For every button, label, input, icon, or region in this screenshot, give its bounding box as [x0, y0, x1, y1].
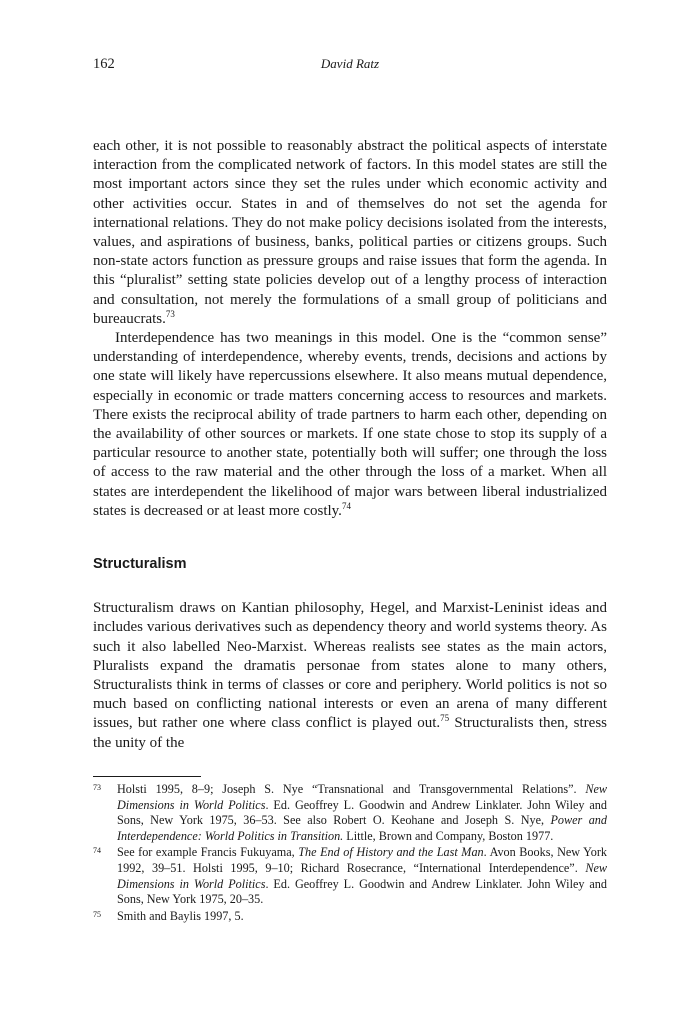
- running-head: David Ratz: [320, 56, 380, 71]
- footnote-title: Power and Interdependence: World Politics in Transition.: [117, 813, 607, 843]
- paragraph-1-text: each other, it is not possible to reasonably abstract the political aspects of interstate interaction from the complicated network of factors. In this model states are still the most important actors since they set the rules under which economic activity and other activities occur. States in and of themselves do not set the agenda for international relations. They do not make policy decisions isolated from the interests, values, and aspirations of business, banks, political parties or citizens groups. Such non-state actors function as pressure groups and raise issues that form the agenda. In this “pluralist” setting state policies develop out of a lengthy process of interaction and consultation, not merely the formulations of a small group of politicians and bureaucrats.: [93, 138, 607, 327]
- footnote-text-part: . Ed. Geoffrey L. Goodwin and Andrew Linklater. John Wiley and Sons, New York 1975, 20–35.: [117, 876, 607, 907]
- paragraph-3-text-b: Structuralists then, stress the unity of the: [93, 715, 607, 751]
- paragraph-3-text-a: Structuralism draws on Kantian philosophy, Hegel, and Marxist-Leninist ideas and includes various derivatives such as dependency theory and world systems theory. As such it also labelled Neo-Marxist. Whereas realists see states as the main actors, Pluralists expand the dramatis personae from states alone to many others, Structuralists think in terms of classes or core and periphery. World politics is not so much based on conflicting national interests or even an arena of many different issues, but rather one where class conflict is played out.: [93, 600, 607, 732]
- footnote-ref-73[interactable]: 73: [165, 308, 175, 319]
- footnote-73: [93, 782, 607, 844]
- footnote-number: 74: [93, 846, 101, 856]
- footnote-title: The End of History and the Last Man: [298, 845, 484, 860]
- footnote-text-part: Little, Brown and Company, Boston 1977.: [343, 828, 554, 843]
- footnote-ref-75[interactable]: 75: [440, 713, 450, 724]
- footnote-rule: [93, 776, 201, 777]
- footnote-text-part: Smith and Baylis 1997, 5.: [117, 908, 244, 923]
- page-header: [93, 56, 607, 76]
- footnote-title: New Dimensions in World Politics: [117, 782, 607, 812]
- footnote-text: [117, 909, 607, 925]
- footnote-title: New Dimensions in World Politics: [117, 860, 607, 891]
- footnote-74: [93, 845, 607, 907]
- footnote-text-part: . Avon Books, New York 1992, 39–51. Holsti 1995, 9–10; Richard Rosecrance, “International Interdependence”.: [117, 845, 608, 875]
- footnote-text-part: . Ed. Geoffrey L. Goodwin and Andrew Linklater. John Wiley and Sons, New York 1975, 36–53. See also Robert O. Keohane and Joseph S. Nye,: [117, 797, 607, 828]
- footnote-ref-74[interactable]: 74: [341, 500, 351, 511]
- paragraph-3: [93, 599, 607, 753]
- footnote-text: [117, 782, 607, 844]
- footnote-text-part: Holsti 1995, 8–9; Joseph S. Nye “Transnational and Transgovernmental Relations”.: [117, 782, 586, 796]
- footnote-75: [93, 909, 607, 925]
- page-number: 162: [93, 56, 115, 72]
- footnote-number: 73: [93, 783, 101, 792]
- paragraph-2-text: Interdependence has two meanings in this model. One is the “common sense” understanding of interdependence, whereby events, trends, decisions and actions by one state will likely have repercussions elsewhere. It also means mutual dependence, especially in economic or trade matters concerning access to resources and markets. There exists the reciprocal ability of trade partners to harm each other, depending on the availability of other sources or markets. If one state chose to stop its supply of a particular resource to another state, potentially both will suffer; one through the loss of access to the raw material and the other through the loss of a market. When all states are interdependent the likelihood of major wars between liberal industrialized states is decreased or at least more costly.: [93, 330, 607, 519]
- footnotes: [93, 782, 607, 925]
- footnote-text: [117, 845, 607, 907]
- paragraph-2: [93, 329, 607, 521]
- section-heading: Structuralism: [93, 556, 187, 573]
- footnote-text-part: See for example Francis Fukuyama,: [117, 845, 299, 860]
- main-text: [93, 137, 607, 753]
- footnote-number: 75: [93, 909, 101, 919]
- paragraph-1: [93, 137, 607, 329]
